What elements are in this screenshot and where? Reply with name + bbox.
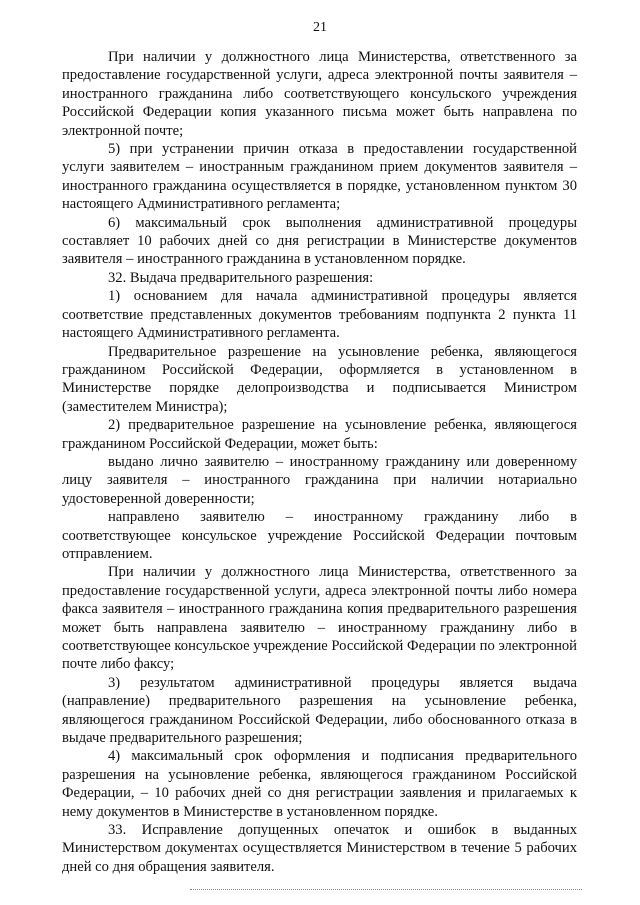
- paragraph: направлено заявителю – иностранному гражданину либо в соответствующее консульское учреждение Российской Федерации почтовым отправлением.: [62, 509, 577, 562]
- paragraph: 33. Исправление допущенных опечаток и ошибок в выданных Министерством документах осуществляется Министерством в течение 5 рабочих дней со дня обращения заявителя.: [62, 822, 577, 875]
- paragraph: При наличии у должностного лица Министерства, ответственного за предоставление государственной услуги, адреса электронной почты либо номера факса заявителя – иностранного гражданина копия предварительного разрешения может быть направлена заявителю – иностранному гражданину либо в соответствующее консульское учреждение Российской Федерации по электронной почте либо факсу;: [62, 564, 577, 673]
- paragraph: Предварительное разрешение на усыновление ребенка, являющегося гражданином Российской Федерации, оформляется в установленном в Министерстве порядке делопроизводства и подписывается Министром (заместителем Министра);: [62, 343, 577, 415]
- page-number: 21: [313, 20, 327, 35]
- paragraph: 5) при устранении причин отказа в предоставлении государственной услуги заявителем – иностранным гражданином прием документов заявителя – иностранного гражданина осуществляется в порядке, установленном пунктом 30 настоящего Административного регламента;: [62, 141, 577, 213]
- paragraph: 2) предварительное разрешение на усыновление ребенка, являющегося гражданином Российской Федерации, может быть:: [62, 417, 577, 452]
- paragraph: 3) результатом административной процедуры является выдача (направление) предварительного разрешения на усыновление ребенка, являющегося гражданином Российской Федерации, либо обоснованного отказа в выдаче предварительного разрешения;: [62, 674, 577, 747]
- paragraph: 6) максимальный срок выполнения административной процедуры составляет 10 рабочих дней со дня регистрации в Министерстве документов заявителя – иностранного гражданина в установленном порядке.: [62, 214, 577, 268]
- document-body: [62, 48, 577, 876]
- paragraph: 1) основанием для начала административной процедуры является соответствие представленных документов требованиям подпункта 2 пункта 11 настоящего Административного регламента.: [62, 288, 577, 342]
- paragraph: 32. Выдача предварительного разрешения:: [108, 269, 374, 286]
- paragraph: При наличии у должностного лица Министерства, ответственного за предоставление государственной услуги, адреса электронной почты заявителя – иностранного гражданина либо соответствующего консульского учреждения Российской Федерации копия указанного письма может быть направлена по электронной почте;: [62, 49, 577, 139]
- paragraph: 4) максимальный срок оформления и подписания предварительного разрешения на усыновление ребенка, являющегося гражданином Российской Федерации, – 10 рабочих дней со дня регистрации заявления и прилагаемых к нему документов в Министерстве в установленном порядке.: [62, 748, 577, 820]
- paragraph: выдано лично заявителю – иностранному гражданину или доверенному лицу заявителя – иностранного гражданина при наличии нотариально удостоверенной доверенности;: [62, 453, 577, 507]
- footer-divider: [190, 889, 582, 890]
